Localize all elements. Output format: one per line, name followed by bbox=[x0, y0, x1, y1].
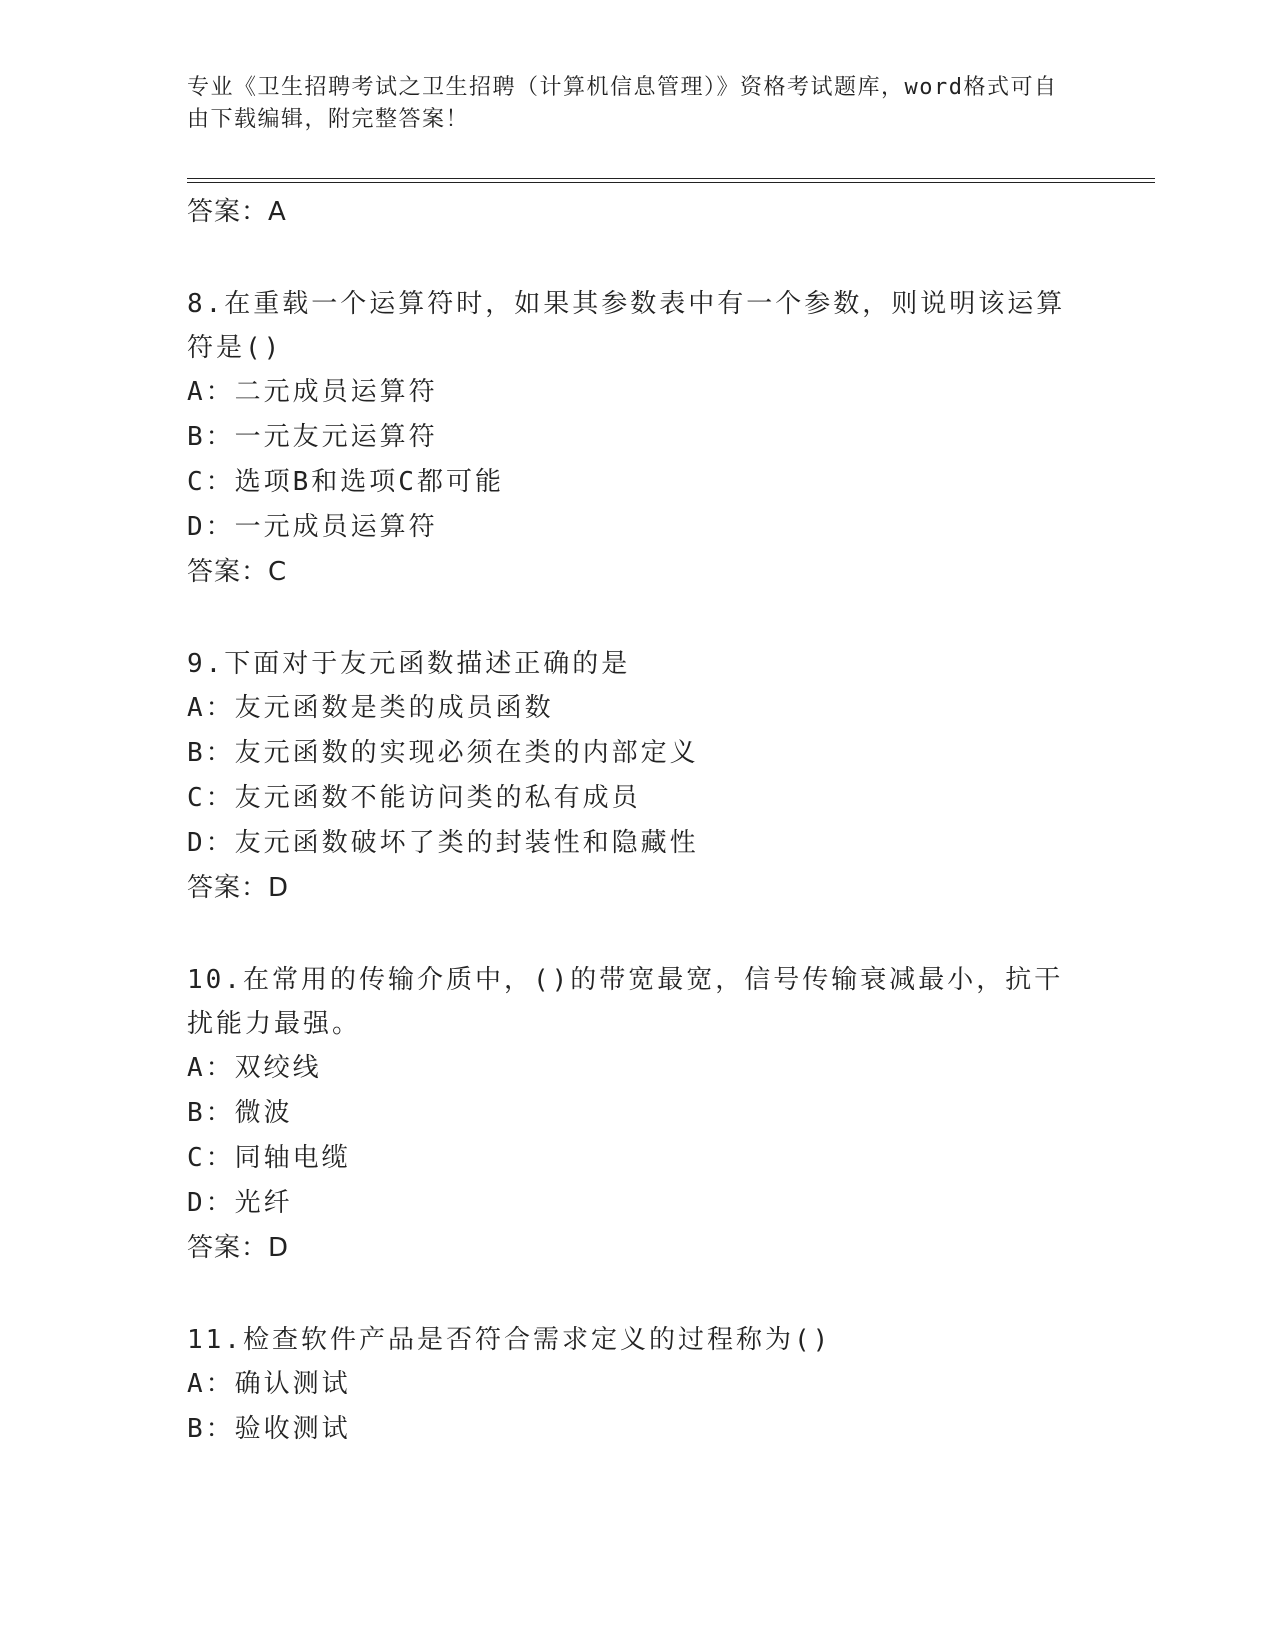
answer-line: 答案：C bbox=[187, 557, 288, 587]
question-text: 9.下面对于友元函数描述正确的是 bbox=[187, 649, 631, 679]
option-a: A：确认测试 bbox=[187, 1369, 351, 1399]
question-block bbox=[187, 1318, 1087, 1452]
page-header-text: 专业《卫生招聘考试之卫生招聘（计算机信息管理）》资格考试题库，word格式可自由下载编辑，附完整答案！ bbox=[187, 75, 1058, 132]
option-a: A：友元函数是类的成员函数 bbox=[187, 693, 554, 723]
option-d: D：一元成员运算符 bbox=[187, 512, 438, 542]
option-d: D：友元函数破坏了类的封装性和隐藏性 bbox=[187, 828, 699, 858]
question-text: 11.检查软件产品是否符合需求定义的过程称为() bbox=[187, 1325, 832, 1355]
option-c: C：同轴电缆 bbox=[187, 1143, 351, 1173]
question-text: 8.在重载一个运算符时，如果其参数表中有一个参数，则说明该运算符是() bbox=[187, 289, 1066, 363]
question-block bbox=[187, 642, 1087, 910]
answer-line: 答案：D bbox=[187, 1233, 290, 1263]
question-block bbox=[187, 282, 1087, 594]
document-body bbox=[187, 190, 1087, 1452]
option-c: C：选项B和选项C都可能 bbox=[187, 467, 504, 497]
header-divider bbox=[187, 178, 1155, 183]
answer-line: 答案：A bbox=[187, 197, 287, 227]
option-a: A：二元成员运算符 bbox=[187, 377, 438, 407]
option-d: D：光纤 bbox=[187, 1188, 293, 1218]
option-b: B：微波 bbox=[187, 1098, 293, 1128]
option-b: B：友元函数的实现必须在类的内部定义 bbox=[187, 738, 699, 768]
answer-line: 答案：D bbox=[187, 873, 290, 903]
question-text: 10.在常用的传输介质中，()的带宽最宽，信号传输衰减最小，抗干扰能力最强。 bbox=[187, 965, 1064, 1039]
option-c: C：友元函数不能访问类的私有成员 bbox=[187, 783, 641, 813]
option-b: B：一元友元运算符 bbox=[187, 422, 438, 452]
question-block bbox=[187, 958, 1087, 1270]
option-a: A：双绞线 bbox=[187, 1053, 322, 1083]
option-b: B：验收测试 bbox=[187, 1414, 351, 1444]
